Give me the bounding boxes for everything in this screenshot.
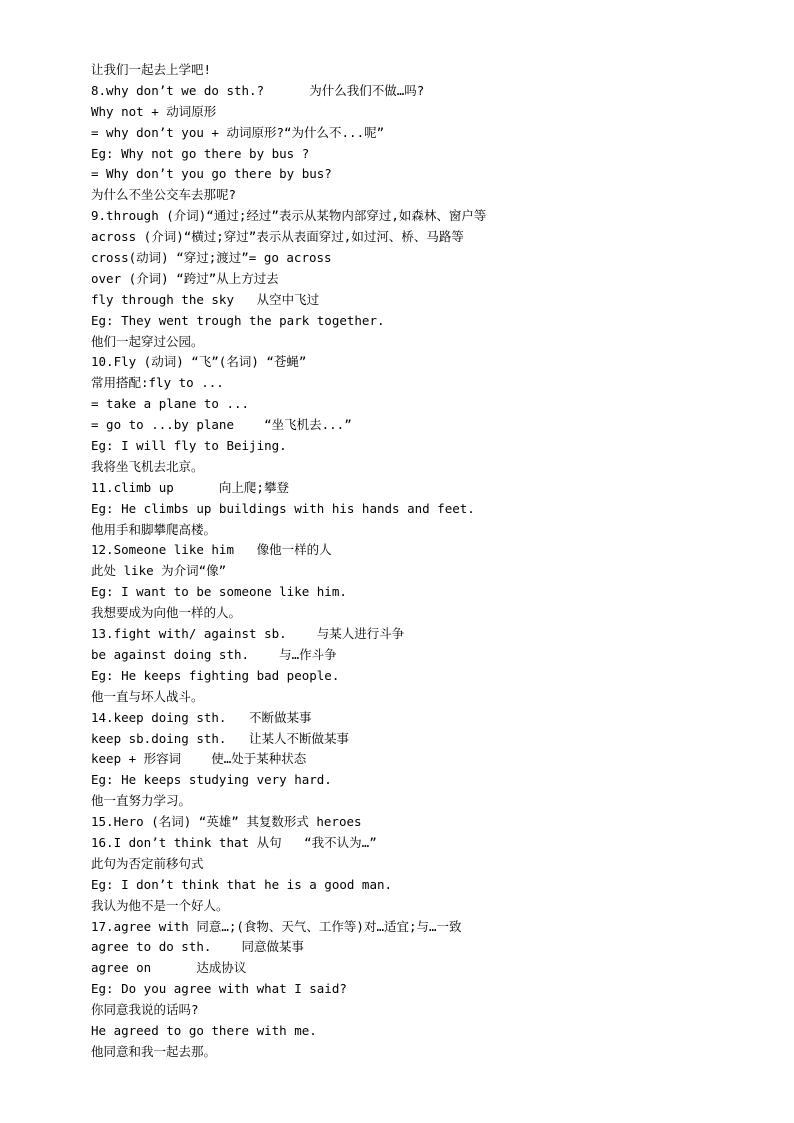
text-line: keep sb.doing sth. 让某人不断做某事 [91,730,350,746]
text-line: 14.keep doing sth. 不断做某事 [91,709,312,725]
text-line: He agreed to go there with me. [91,1022,317,1038]
text-line: 你同意我说的话吗? [91,1002,199,1018]
text-line: Eg: I want to be someone like him. [91,584,347,600]
text-line: 15.Hero (名词) “英雄” 其复数形式 heroes [91,814,362,830]
text-line: = Why don’t you go there by bus? [91,166,332,182]
text-line: 他同意和我一起去那。 [91,1043,217,1059]
text-line: 我想要成为向他一样的人。 [91,605,242,621]
text-line: over (介词) “跨过”从上方过去 [91,270,279,286]
text-line: agree to do sth. 同意做某事 [91,939,305,955]
text-line: 11.climb up 向上爬;攀登 [91,479,289,495]
text-line: agree on 达成协议 [91,960,247,976]
text-line: 此句为否定前移句式 [91,855,204,871]
text-line: 他用手和脚攀爬高楼。 [91,521,217,537]
text-line: Eg: I don’t think that he is a good man. [91,876,393,892]
text-line: Eg: Do you agree with what I said? [91,981,347,997]
text-line: 他们一起穿过公园。 [91,333,204,349]
text-line: 16.I don’t think that 从句 “我不认为…” [91,834,377,850]
text-line: = go to ...by plane “坐飞机去...” [91,417,352,433]
text-line: 常用搭配:fly to ... [91,375,224,391]
text-line: = take a plane to ... [91,396,250,412]
text-line: be against doing sth. 与…作斗争 [91,646,337,662]
text-line: 我将坐飞机去北京。 [91,458,204,474]
text-line: Eg: He keeps fighting bad people. [91,667,340,683]
text-line: Eg: He climbs up buildings with his hands and feet. [91,500,475,516]
text-line: = why don’t you + 动词原形?“为什么不...呢” [91,124,385,140]
text-line: 8.why don’t we do sth.? 为什么我们不做…吗? [91,82,425,98]
text-line: 他一直努力学习。 [91,793,192,809]
text-line: cross(动词) “穿过;渡过”= go across [91,250,332,266]
text-line: across (介词)“横过;穿过”表示从表面穿过,如过河、桥、马路等 [91,229,464,245]
text-line: 9.through (介词)“通过;经过”表示从某物内部穿过,如森林、窗户等 [91,208,487,224]
text-line: 我认为他不是一个好人。 [91,897,229,913]
text-line: 12.Someone like him 像他一样的人 [91,542,332,558]
text-line: fly through the sky 从空中飞过 [91,291,320,307]
document-body [91,60,731,1063]
text-line: keep + 形容词 使…处于某种状态 [91,751,307,767]
text-line: Eg: They went trough the park together. [91,312,385,328]
text-line: Why not + 动词原形 [91,103,217,119]
text-line: 17.agree with 同意…;(食物、天气、工作等)对…适宜;与…一致 [91,918,462,934]
text-line: Eg: I will fly to Beijing. [91,438,287,454]
text-line: 他一直与坏人战斗。 [91,688,204,704]
text-line: 让我们一起去上学吧! [91,62,212,77]
text-line: 13.fight with/ against sb. 与某人进行斗争 [91,626,405,642]
text-line: 10.Fly (动词) “飞”(名词) “苍蝇” [91,354,307,370]
text-line: Eg: He keeps studying very hard. [91,772,332,788]
text-line: 为什么不坐公交车去那呢? [91,187,237,203]
text-line: Eg: Why not go there by bus ? [91,145,310,161]
text-line: 此处 like 为介词“像” [91,563,227,579]
